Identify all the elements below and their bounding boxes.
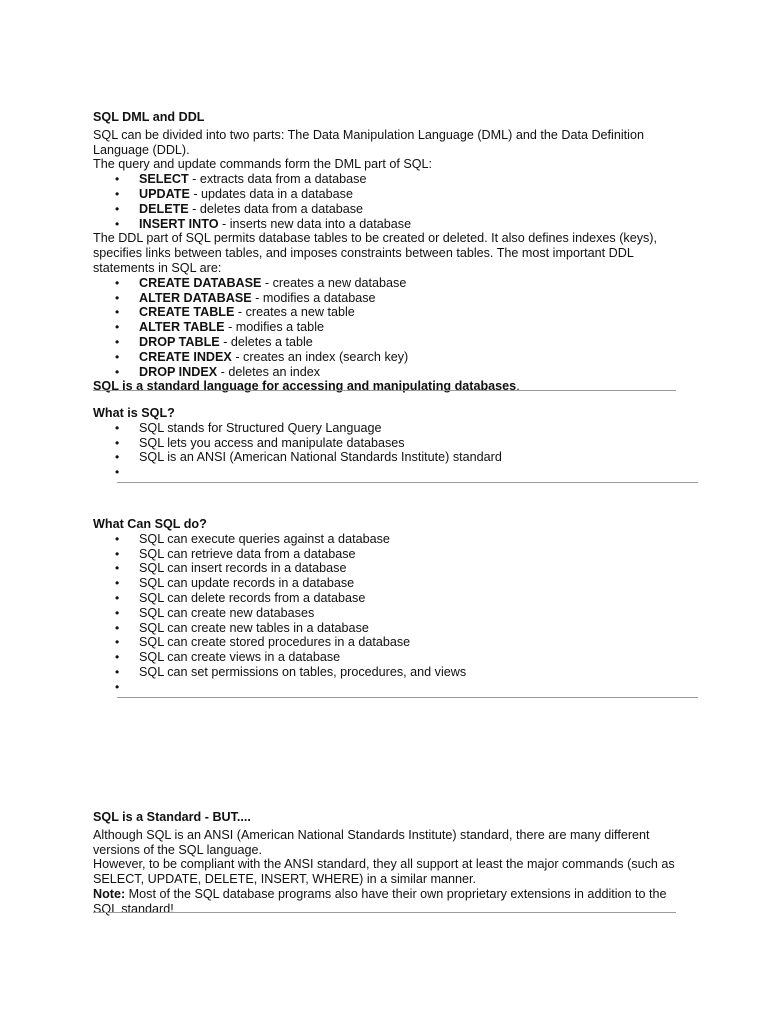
list-item: • ALTER DATABASE - modifies a database	[93, 291, 683, 306]
capabilities-list	[93, 532, 693, 695]
list-item: • SQL can create new databases	[93, 606, 693, 621]
paragraph: However, to be compliant with the ANSI standard, they all support at least the major commands (such as SELECT, UPDATE, DELETE, INSERT, WHERE) in a similar manner.	[93, 857, 675, 887]
list-item: • SELECT - extracts data from a database	[93, 172, 683, 187]
list-item: • SQL stands for Structured Query Language	[93, 421, 693, 436]
list-item: • CREATE TABLE - creates a new table	[93, 305, 683, 320]
list-item: • SQL can create stored procedures in a database	[93, 635, 693, 650]
list-item: • DROP INDEX - deletes an index	[93, 365, 683, 380]
list-item: • SQL can delete records from a database	[93, 591, 693, 606]
divider	[117, 482, 698, 483]
list-item: • SQL can insert records in a database	[93, 561, 693, 576]
list-item: • SQL can retrieve data from a database	[93, 547, 693, 562]
list-item: • ALTER TABLE - modifies a table	[93, 320, 683, 335]
list-item	[93, 465, 693, 480]
section-what-can-sql-do	[93, 517, 693, 695]
list-item	[93, 680, 693, 695]
section-title: SQL is a Standard - BUT....	[93, 810, 251, 824]
divider	[93, 912, 676, 913]
paragraph: The query and update commands form the DML part of SQL:	[93, 157, 433, 172]
list-item: • INSERT INTO - inserts new data into a database	[93, 217, 683, 232]
divider	[93, 390, 676, 391]
list-item: • SQL can create new tables in a database	[93, 621, 693, 636]
paragraph: Although SQL is an ANSI (American National Standards Institute) standard, there are many different versions of the SQL language.	[93, 827, 650, 857]
section-sql-standard	[93, 810, 683, 917]
section-dml-ddl	[93, 110, 683, 394]
divider	[117, 697, 698, 698]
list-item: • UPDATE - updates data in a database	[93, 187, 683, 202]
conclusion: SQL is a standard language for accessing and manipulating databases.	[93, 379, 520, 394]
list-item: • CREATE DATABASE - creates a new database	[93, 276, 683, 291]
ddl-list	[93, 276, 683, 380]
section-what-is-sql	[93, 406, 693, 480]
list-item: • SQL lets you access and manipulate databases	[93, 436, 693, 451]
dml-list	[93, 172, 683, 231]
list-item: • SQL can execute queries against a database	[93, 532, 693, 547]
note: Note: Most of the SQL database programs also have their own proprietary extensions in addition to the SQL standard!	[93, 886, 667, 916]
section-title: SQL DML and DDL	[93, 110, 205, 124]
list-item: • SQL can create views in a database	[93, 650, 693, 665]
section-title: What is SQL?	[93, 406, 175, 420]
list-item: • SQL is an ANSI (American National Standards Institute) standard	[93, 450, 693, 465]
paragraph: SQL can be divided into two parts: The Data Manipulation Language (DML) and the Data Definition Language (DDL).	[93, 127, 644, 157]
list-item: • CREATE INDEX - creates an index (search key)	[93, 350, 683, 365]
paragraph: The DDL part of SQL permits database tables to be created or deleted. It also defines indexes (keys), specifies links between tables, and imposes constraints between tables. The most important DDL statements in SQL are:	[93, 231, 657, 275]
list-item: • DROP TABLE - deletes a table	[93, 335, 683, 350]
what-is-list	[93, 421, 693, 480]
list-item: • SQL can update records in a database	[93, 576, 693, 591]
list-item: • SQL can set permissions on tables, procedures, and views	[93, 665, 693, 680]
list-item: • DELETE - deletes data from a database	[93, 202, 683, 217]
section-title: What Can SQL do?	[93, 517, 207, 531]
